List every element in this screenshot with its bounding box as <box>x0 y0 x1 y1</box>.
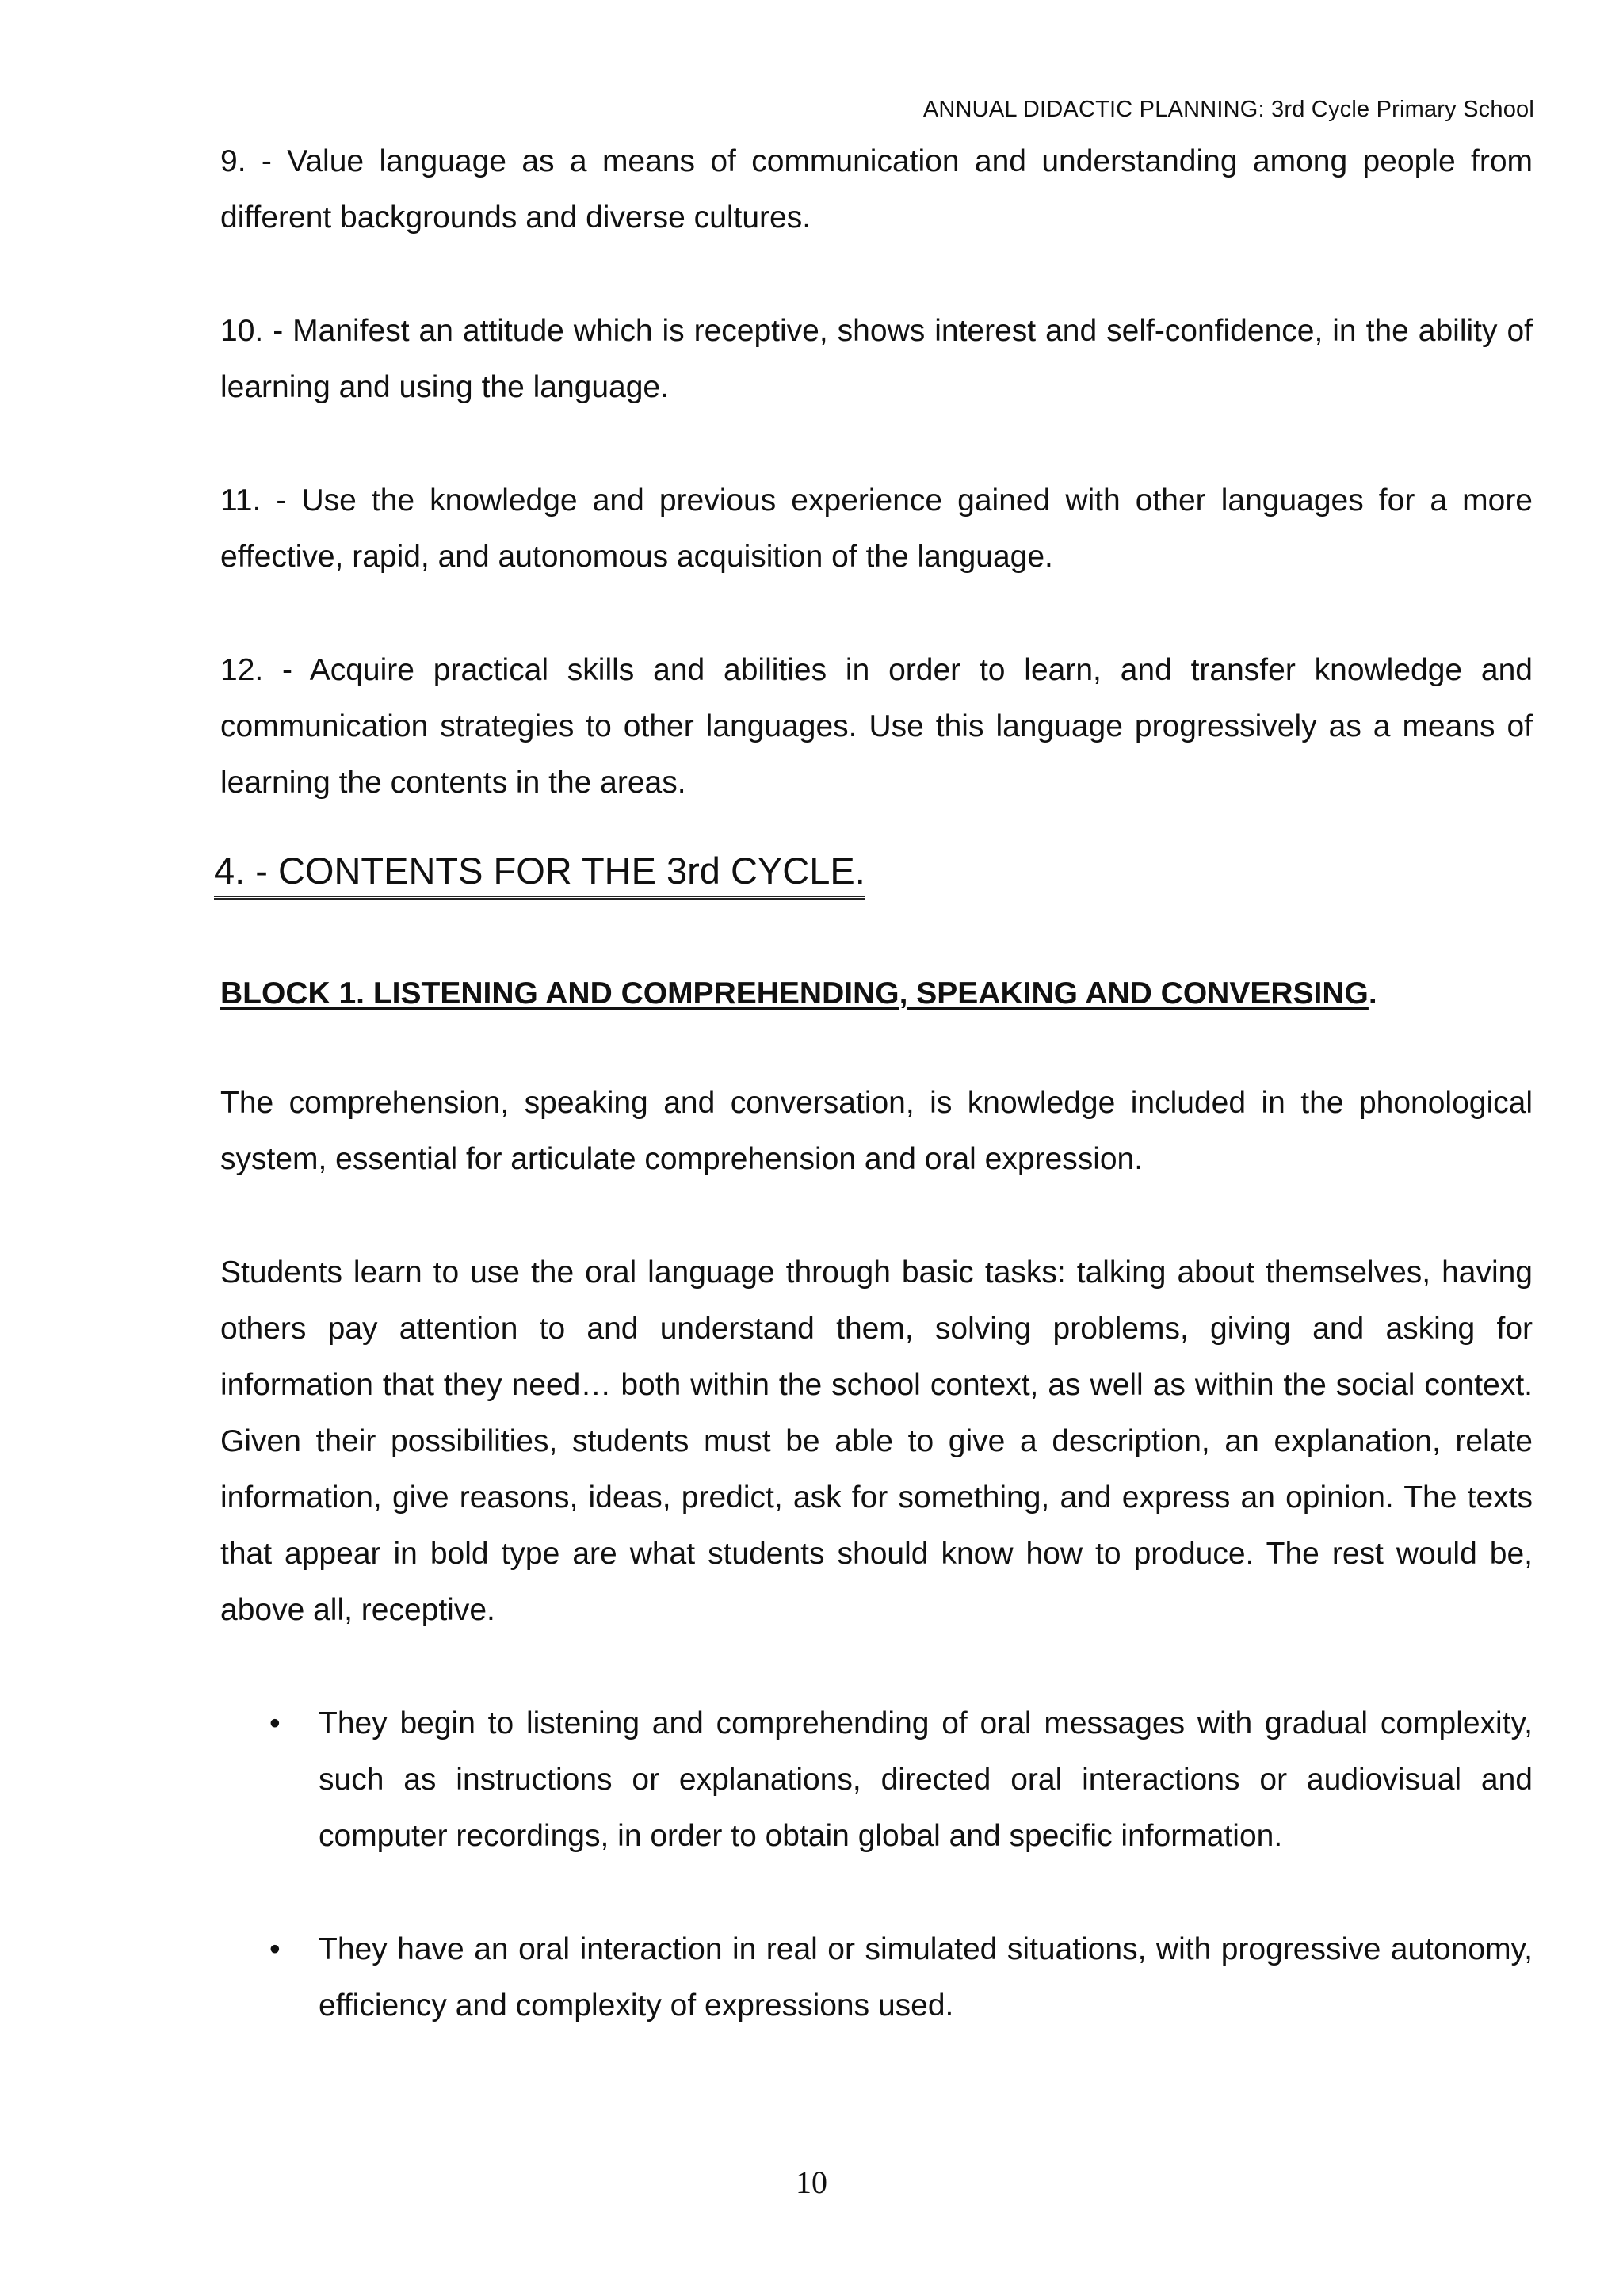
block-paragraph-1: The comprehension, speaking and conversation, is knowledge included in the phonological system, essential for articulate comprehension and oral expression. <box>220 1086 1533 1176</box>
block-heading-text: BLOCK 1. LISTENING AND COMPREHENDING, SPEAKING AND CONVERSING <box>220 976 1369 1010</box>
block-heading <box>220 970 1533 1018</box>
list-item-text: They have an oral interaction in real or simulated situations, with progressive autonomy, efficiency and complexity of expressions used. <box>319 1932 1533 2023</box>
bullet-list <box>220 1695 1533 2034</box>
section-heading: 4. - CONTENTS FOR THE 3rd CYCLE. <box>214 847 865 900</box>
objective-12: 12. - Acquire practical skills and abilities in order to learn, and transfer knowledge and communication strategies to other languages. Use this language progressively as a means of learning the contents in the areas. <box>220 653 1533 800</box>
page-number: 10 <box>796 2164 827 2200</box>
bullet-icon: • <box>269 1706 281 1740</box>
list-item-text: They begin to listening and comprehending of oral messages with gradual complexity, such as instructions or explanations, directed oral interactions or audiovisual and computer recordings, in order to obtain global and specific information. <box>319 1706 1533 1853</box>
objective-10: 10. - Manifest an attitude which is receptive, shows interest and self-confidence, in the ability of learning and using the language. <box>220 314 1533 404</box>
objective-11: 11. - Use the knowledge and previous experience gained with other languages for a more effective, rapid, and autonomous acquisition of the language. <box>220 483 1533 574</box>
block-paragraph-2: Students learn to use the oral language through basic tasks: talking about themselves, having others pay attention to and understand them, solving problems, giving and asking for information that they need… both within the school context, as well as within the social context. Given their possibilities, students must be able to give a description, an explanation, relate information, give reasons, ideas, predict, ask for something, and express an opinion. The texts that appear in bold type are what students should know how to produce. The rest would be, above all, receptive. <box>220 1255 1533 1627</box>
page-content <box>214 133 1533 2091</box>
list-item <box>220 1921 1533 2034</box>
running-header: ANNUAL DIDACTIC PLANNING: 3rd Cycle Primary School <box>922 97 1534 122</box>
block-heading-period: . <box>1368 976 1377 1010</box>
objective-9: 9. - Value language as a means of communication and understanding among people from different backgrounds and diverse cultures. <box>220 144 1533 235</box>
bullet-icon: • <box>269 1932 281 1966</box>
list-item <box>220 1695 1533 1864</box>
